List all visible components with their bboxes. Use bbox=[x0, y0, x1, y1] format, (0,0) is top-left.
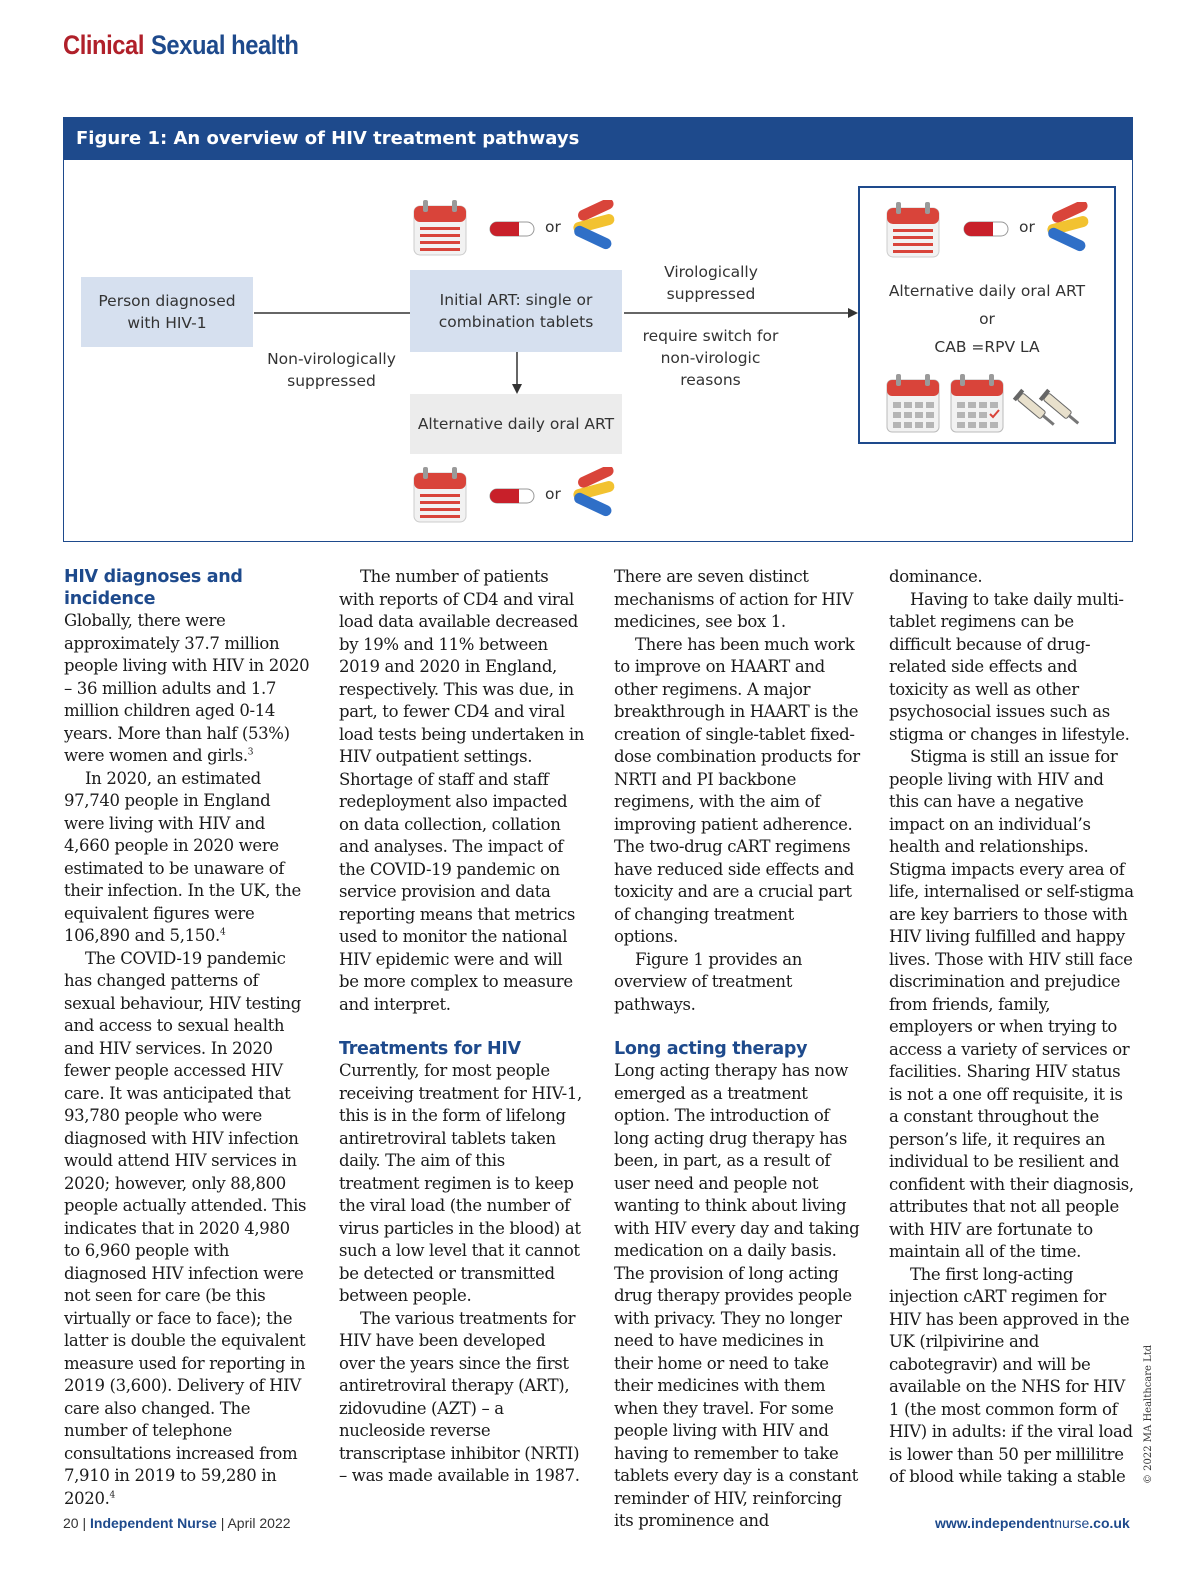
paragraph: Globally, there were approximately 37.7 million people living with HIV in 2020 – 36 million adults and 1.7 million children aged 0-14 years. More than half (53%) were women and girls.$^3$ bbox=[64, 611, 310, 765]
combination-pills-icon bbox=[1043, 202, 1095, 254]
alt-box-line3: CAB =RPV LA bbox=[934, 338, 1040, 356]
paragraph: Having to take daily multi-tablet regimens can be difficult because of drug-related side effects and toxicity as well as other psychosocial issues such as stigma or changes in lifestyle. bbox=[889, 589, 1130, 744]
injection-syringes-icon bbox=[1012, 382, 1084, 432]
figure-diagram bbox=[64, 160, 1132, 541]
website-link[interactable]: www.independentnurse.co.uk bbox=[935, 1515, 1130, 1531]
heading-long-acting: Long acting therapy bbox=[614, 1039, 808, 1059]
paragraph: The first long-acting injection cART regimen for HIV has been approved in the UK (rilpivirine and cabotegravir) and will be available on the NHS for HIV 1 (the most common form of HIV) in adults: if the viral load is lower than 50 per millilitre of blood while taking a stable bbox=[889, 1264, 1133, 1486]
paragraph: The COVID-19 pandemic has changed patterns of sexual behaviour, HIV testing and access to sexual health and HIV services. In 2020 fewer people accessed HIV care. It was anticipated that 93,780 people who were diagnosed with HIV infection would attend HIV services in 2020; however, only 88,800 people actually attended. This indicates that in 2020 4,980 to 6,960 people with diagnosed HIV infection were not seen for care (be this virtually or face to face); the latter is double the equivalent measure used for reporting in 2019 (3,600). Delivery of HIV care also changed. The number of telephone consultations increased from 7,910 in 2019 to 59,280 in 2020.$^4$ bbox=[64, 948, 307, 1508]
arrow-right-icon bbox=[848, 308, 858, 318]
article-column-2 bbox=[339, 566, 585, 1488]
heading-treatments: Treatments for HIV bbox=[339, 1039, 521, 1059]
non-virologic-label: Non-virologically suppressed bbox=[267, 350, 396, 390]
footer-left: 20 | Independent Nurse | April 2022 bbox=[63, 1515, 291, 1531]
reference: 4 bbox=[109, 1490, 115, 1500]
initial-art-box: Initial ART: single or combination tablets bbox=[410, 270, 622, 352]
paragraph: Stigma is still an issue for people living with HIV and this can have a negative impact on an individual’s health and relationships. Stigma impacts every area of life, internalised or self-stigma are key barriers to those with HIV living fulfilled and happy lives. Those with HIV still face discrimination and prejudice from friends, family, employers or when trying to access a variety of services or facilities. Sharing HIV status is not a one off requisite, it is a constant throughout the person’s life, it requires an individual to be resilient and confident with their diagnosis, attributes that not all people with HIV are fortunate to maintain all of the time. bbox=[889, 747, 1134, 1261]
paragraph: The various treatments for HIV have been developed over the years since the first antiretroviral therapy (ART), zidovudine (AZT) – a nucleoside reverse transcriptase inhibitor (NRTI) – was made available in 1987. bbox=[339, 1308, 580, 1485]
reference: 3 bbox=[247, 747, 254, 758]
magazine-name: Independent Nurse bbox=[90, 1515, 217, 1531]
reference: 4 bbox=[219, 927, 226, 938]
alt-box-line1: Alternative daily oral ART bbox=[888, 282, 1086, 300]
paragraph: Figure 1 provides an overview of treatment pathways. bbox=[614, 949, 803, 1014]
or-label: or bbox=[545, 485, 561, 503]
calendar-daily-icon bbox=[413, 465, 467, 523]
alternative-oral-art-box: Alternative daily oral ART bbox=[410, 394, 622, 454]
paragraph: In 2020, an estimated 97,740 people in England were living with HIV and 4,660 people in 2020 were estimated to be unaware of their infection. In the UK, the equivalent figures were 106,890 and 5,150.$^4$ bbox=[64, 768, 301, 945]
calendar-monthly-icon bbox=[950, 372, 1004, 434]
single-pill-icon bbox=[963, 221, 1009, 237]
combination-pills-icon bbox=[569, 467, 621, 519]
diagnosed-box: Person diagnosed with HIV-1 bbox=[81, 277, 253, 347]
figure-title: Figure 1: An overview of HIV treatment pathways bbox=[64, 118, 1132, 160]
paragraph: dominance. bbox=[889, 567, 983, 586]
page-header bbox=[63, 30, 298, 61]
calendar-daily-icon bbox=[413, 198, 467, 256]
calendar-monthly-icon bbox=[886, 372, 940, 434]
article-column-3 bbox=[614, 566, 860, 1533]
arrow-down-icon bbox=[512, 384, 522, 394]
issue-date: April 2022 bbox=[227, 1515, 291, 1531]
section-label: Clinical bbox=[63, 30, 144, 60]
or-label: or bbox=[545, 218, 561, 236]
article-column-4 bbox=[889, 566, 1135, 1489]
virologic-label: Virologically suppressed bbox=[664, 263, 758, 303]
paragraph: There has been much work to improve on HAART and other regimens. A major breakthrough in HAART is the creation of single-tablet fixed-dose combination products for NRTI and PI backbone regimens, with the aim of improving patient adherence. The two-drug cART regimens have reduced side effects and toxicity and are a crucial part of changing treatment options. bbox=[614, 634, 860, 946]
article-column-1 bbox=[64, 566, 310, 1510]
paragraph: Currently, for most people receiving treatment for HIV-1, this is in the form of lifelong antiretroviral tablets taken daily. The aim of this treatment regimen is to keep the viral load (the number of virus particles in the blood) at such a low level that it cannot be detected or transmitted between people. bbox=[339, 1061, 582, 1305]
copyright-notice: © 2022 MA Healthcare Ltd bbox=[1143, 1344, 1154, 1484]
paragraph: There are seven distinct mechanisms of action for HIV medicines, see box 1. bbox=[614, 567, 854, 631]
calendar-daily-icon bbox=[886, 200, 940, 258]
alt-box-line2: or bbox=[979, 310, 995, 328]
paragraph: The number of patients with reports of CD4 and viral load data available decreased by 19% and 11% between 2019 and 2020 in England, respectively. This was due, in part, to fewer CD4 and viral load tests being undertaken in HIV outpatient settings. Shortage of staff and staff redeployment also impacted on data collection, collation and analyses. The impact of the COVID-19 pandemic on service provision and data reporting means that metrics used to monitor the national HIV epidemic were and will be more complex to measure and interpret. bbox=[339, 567, 585, 1014]
topic-label: Sexual health bbox=[151, 30, 299, 60]
long-acting-alternative-box bbox=[858, 186, 1116, 444]
require-switch-label: require switch for non-virologic reasons bbox=[642, 327, 779, 389]
figure-1 bbox=[63, 117, 1133, 542]
paragraph: Long acting therapy has now emerged as a treatment option. The introduction of long acting drug therapy has been, in part, as a result of user need and people not wanting to think about living with HIV every day and taking medication on a daily basis. The provision of long acting drug therapy provides people with privacy. They no longer need to have medicines in their home or need to take their medicines with them when they travel. For some people living with HIV and having to remember to take tablets every day is a constant reminder of HIV, reinforcing its prominence and bbox=[614, 1061, 860, 1530]
or-label: or bbox=[1019, 218, 1035, 236]
combination-pills-icon bbox=[569, 200, 621, 252]
heading-hiv-diagnoses: HIV diagnoses and incidence bbox=[64, 567, 243, 609]
page-number: 20 bbox=[63, 1515, 79, 1531]
single-pill-icon bbox=[489, 488, 535, 504]
single-pill-icon bbox=[489, 221, 535, 237]
